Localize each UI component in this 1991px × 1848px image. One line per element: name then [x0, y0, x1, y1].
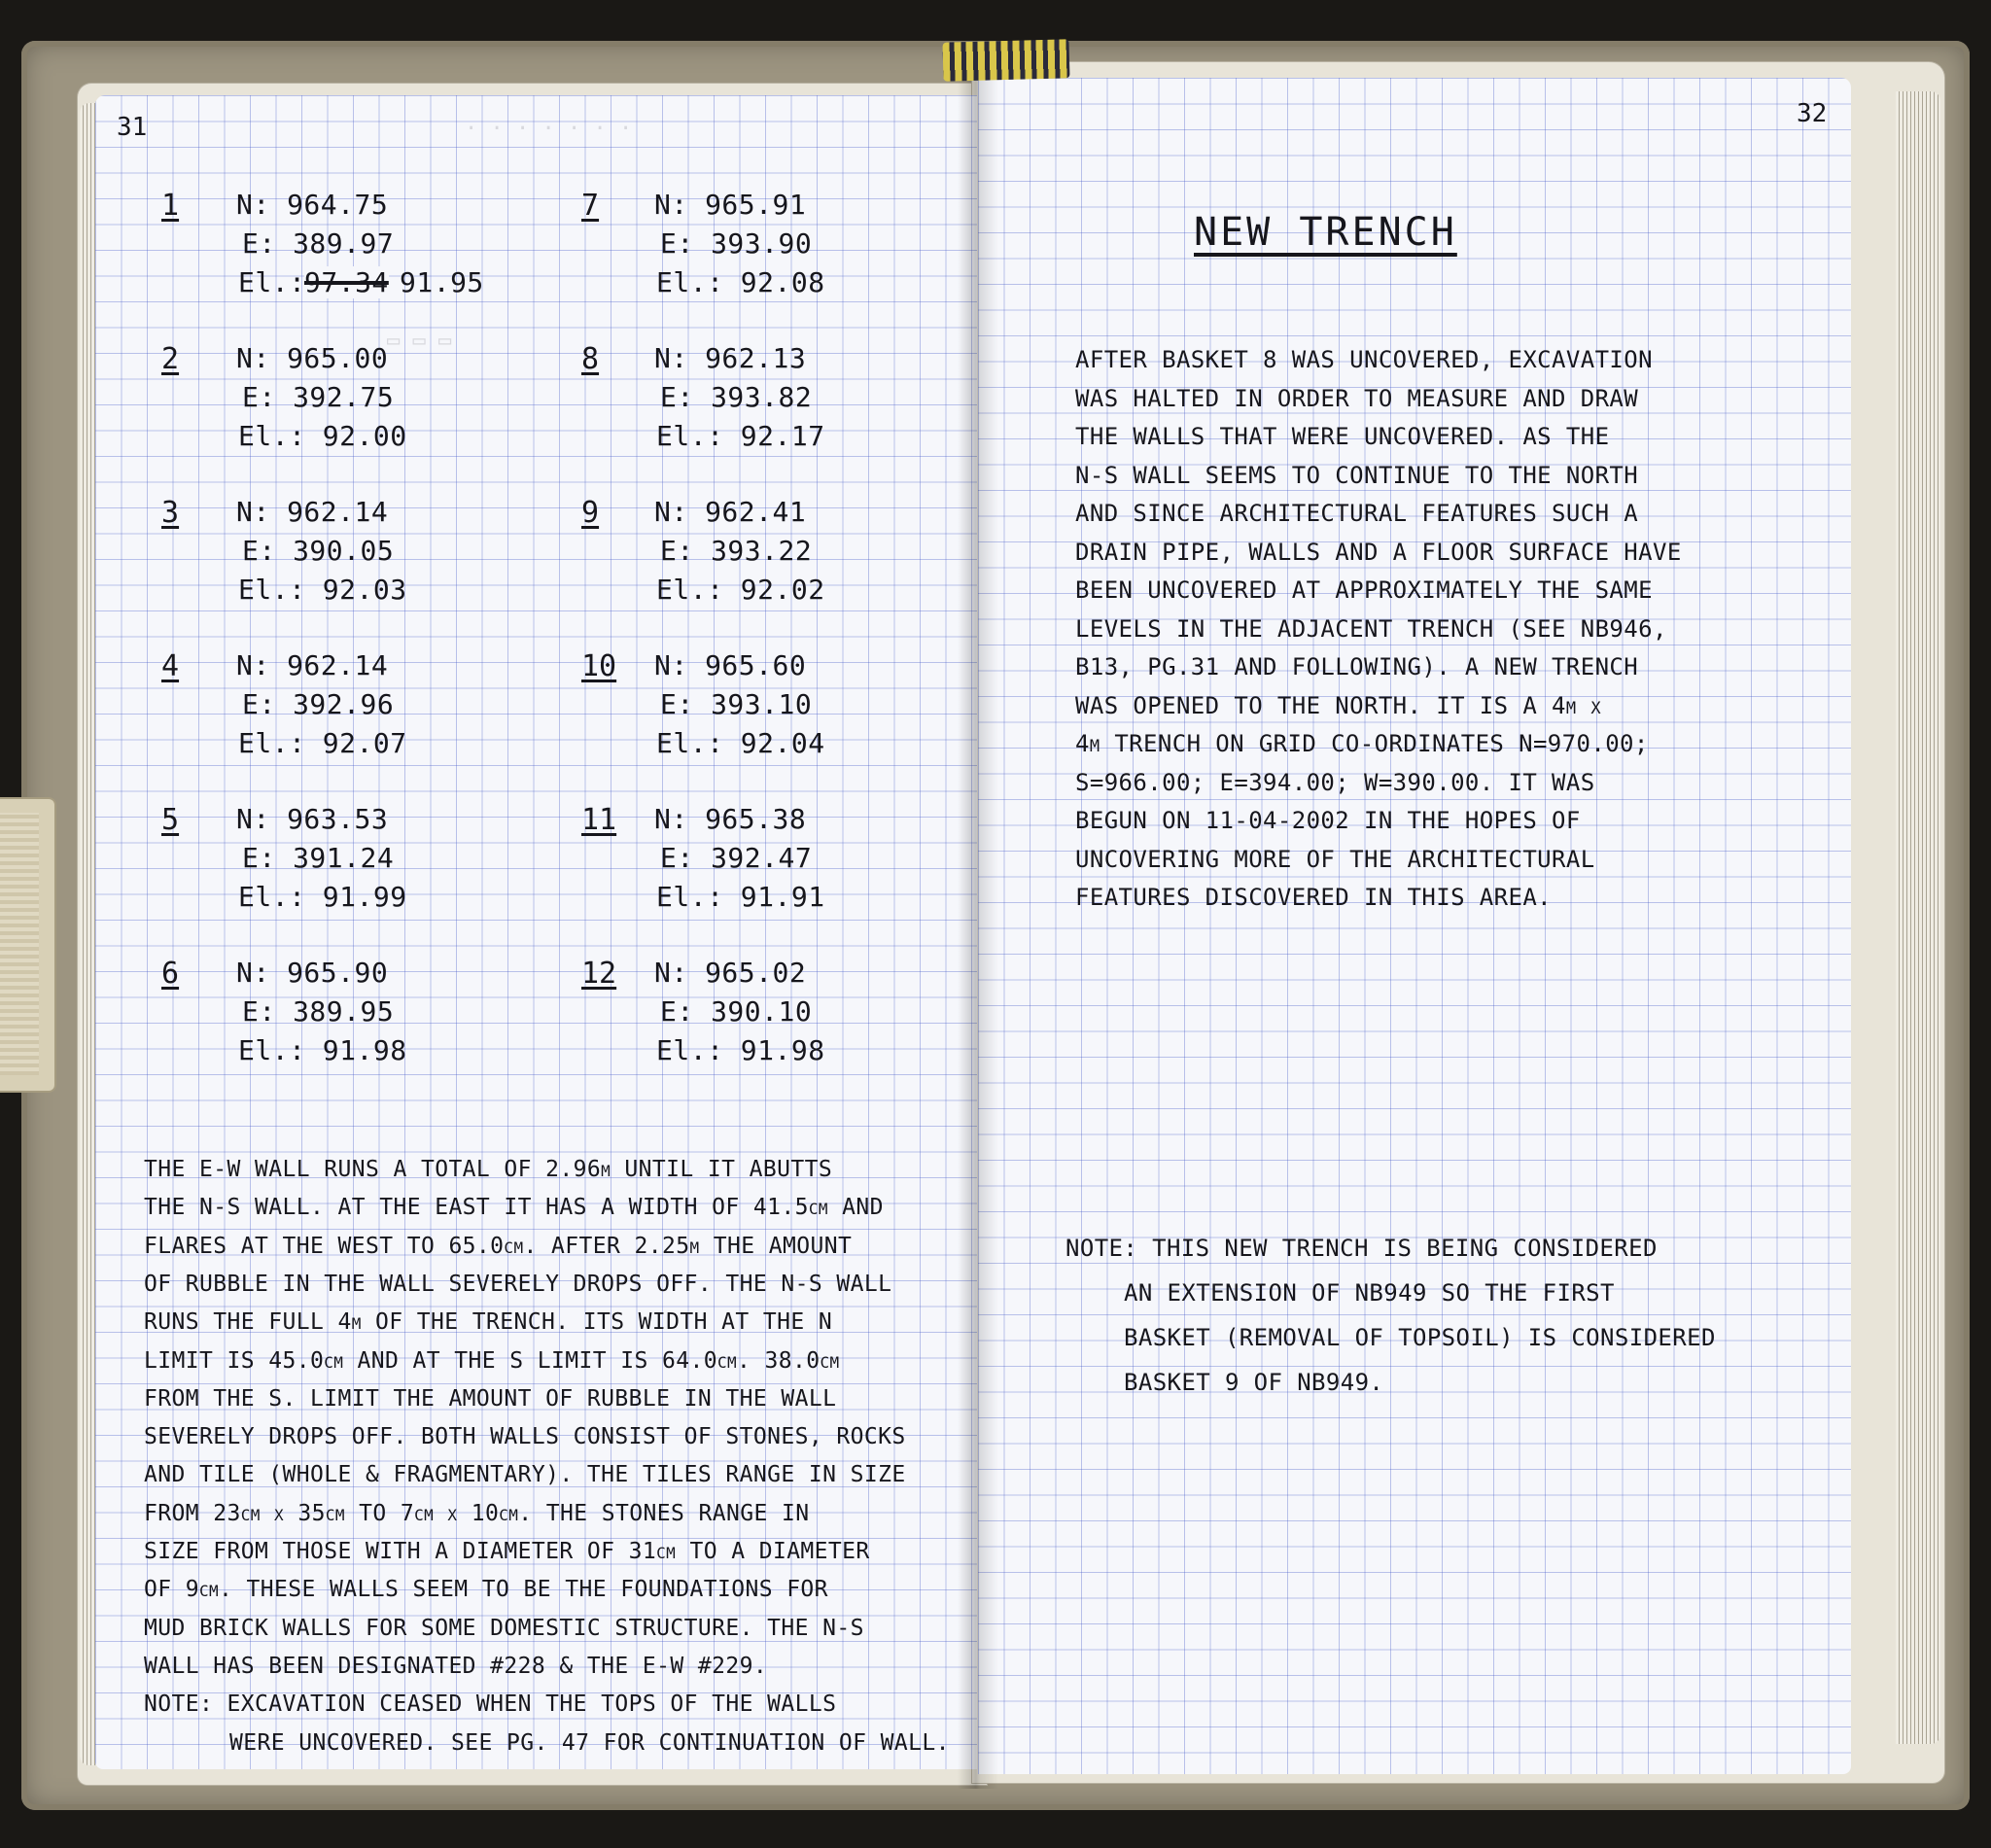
body-line: AFTER BASKET 8 WAS UNCOVERED, EXCAVATION [1075, 346, 1653, 373]
entry-number: 6 [161, 957, 180, 991]
easting-value: E: 393.22 [660, 535, 813, 567]
body-line: THE N-S WALL. AT THE EAST IT HAS A WIDTH OF 41.5cm AND [144, 1195, 884, 1221]
northing-value: N: 964.75 [236, 189, 389, 221]
easting-value: E: 389.95 [242, 995, 395, 1028]
body-line: THE WALLS THAT WERE UNCOVERED. AS THE [1075, 423, 1610, 450]
body-line: AND SINCE ARCHITECTURAL FEATURES SUCH A [1075, 500, 1639, 527]
note-line: BASKET 9 OF NB949. [1124, 1369, 1384, 1396]
elevation-value: El.: 91.99 [238, 881, 407, 913]
body-line: FROM THE S. LIMIT THE AMOUNT OF RUBBLE IN THE WALL [144, 1385, 837, 1412]
body-line: LEVELS IN THE ADJACENT TRENCH (SEE NB946, [1075, 614, 1667, 643]
easting-value: E: 392.96 [242, 688, 395, 720]
bookmark-ribbon [942, 39, 1069, 81]
easting-value: E: 392.47 [660, 842, 813, 874]
body-line: RUNS THE FULL 4m OF THE TRENCH. ITS WIDTH AT THE N [144, 1309, 833, 1336]
easting-value: E: 393.82 [660, 381, 813, 413]
page-number-left: 31 [117, 113, 148, 142]
left-page: · · · · · · · ▭ ▭ ▭ 31 1 N: 964.75 E: 389.97 97.34 El.: 91.95 2 N: 965.00 E: 392.75 El.: 92.00 3 N: 962.14 E: 390.05 El.: 92.03 4 N: 962.14 E: 392.96 El.: 92.07 5 N: 963.53 E: 391.24 El.: 91.99 6 N: 965.90 E: 389.95 El.: 91.98 7 N: 965.91 E: 393.90 El.: 92.08 8 N: 962.13 E: 393.82 El.: 92.17 9 N: 962.41 E: 393.22 El.: 92.02 10 N: 965.60 E: 393.10 El.: 92.04 11 N: 965.38 E: 392.47 El.: 91.91 12 N: 965.02 E: 390.10 El.: 91.98 THE E-W WALL RUNS A TOTAL OF 2.96m UNTIL IT ABUTTS THE N-S WALL. AT THE EAST IT HAS A WIDTH OF 41.5cm AND FLARES AT THE WEST TO 65.0cm. AFTER 2.25m THE AMOUNT OF RUBBLE IN THE WALL SEVERELY DROPS OFF. THE N-S WALL RUNS THE FULL 4m OF THE TRENCH. ITS WIDTH AT THE N LIMIT IS 45.0cm AND AT THE S LIMIT IS 64.0cm. 38.0cm FROM THE S. LIMIT THE AMOUNT OF RUBBLE IN THE WALL SEVERELY DROPS OFF. BOTH WALLS CONSIST OF STONES, ROCKS AND TILE (WHOLE & FRAGMENTARY). THE TILES RANGE IN SIZE FROM 23cm x 35cm TO 7cm x 10cm. THE STONES RANGE IN SIZE FROM THOSE WITH A DIAMETER OF 31cm TO A DIAMETER OF 9cm. THESE WALLS SEEM TO BE THE FOUNDATIONS FOR MUD BRICK WALLS FOR SOME DOMESTIC STRUCTURE. THE N-S WALL HAS BEEN DESIGNATED #228 & THE E-W #229. NOTE: EXCAVATION CEASED WHEN THE TOPS OF THE WALLS WERE UNCOVERED. SEE PG. 47 FOR CONTINUATION OF WALL. [95, 95, 977, 1769]
elevation-value: El.: 92.17 [656, 420, 825, 452]
northing-value: N: 965.00 [236, 342, 389, 374]
page-number-right: 32 [1797, 99, 1828, 128]
note-line: AN EXTENSION OF NB949 SO THE FIRST [1124, 1279, 1615, 1307]
body-line: FEATURES DISCOVERED IN THIS AREA. [1075, 884, 1553, 911]
entry-number: 9 [581, 496, 600, 530]
entry-number: 4 [161, 649, 180, 683]
body-line: B13, PG.31 AND FOLLOWING). A NEW TRENCH [1075, 653, 1639, 680]
note-line: NOTE: THIS NEW TRENCH IS BEING CONSIDERED [1065, 1235, 1658, 1262]
northing-value: N: 965.38 [654, 803, 807, 835]
elevation-value: El.: 92.00 [238, 420, 407, 452]
elevation-value: El.: 92.07 [238, 727, 407, 759]
body-line: LIMIT IS 45.0cm AND AT THE S LIMIT IS 64.0cm. 38.0cm [144, 1347, 840, 1374]
easting-value: E: 390.10 [660, 995, 813, 1028]
entry-number: 8 [581, 342, 600, 376]
body-line: MUD BRICK WALLS FOR SOME DOMESTIC STRUCTURE. THE N-S [144, 1615, 864, 1641]
easting-value: E: 390.05 [242, 535, 395, 567]
body-line: FROM 23cm x 35cm TO 7cm x 10cm. THE STONES RANGE IN [144, 1500, 810, 1526]
note-line: BASKET (REMOVAL OF TOPSOIL) IS CONSIDERED [1124, 1324, 1716, 1351]
entry-number: 1 [161, 189, 180, 223]
easting-value: E: 393.10 [660, 688, 813, 720]
elevation-value: El.: 91.98 [238, 1034, 407, 1066]
entry-number: 11 [581, 803, 617, 837]
northing-value: N: 965.02 [654, 957, 807, 989]
body-line: WAS OPENED TO THE NORTH. IT IS A 4m x [1075, 691, 1601, 719]
elevation-value: El.: 91.91 [656, 881, 825, 913]
body-line: N-S WALL SEEMS TO CONTINUE TO THE NORTH [1075, 461, 1639, 489]
elevation-value: El.: 91.98 [656, 1034, 825, 1066]
elevation-label: El.: [238, 266, 306, 298]
entry-number: 7 [581, 189, 600, 223]
entry-number: 5 [161, 803, 180, 837]
northing-value: N: 962.14 [236, 649, 389, 681]
northing-value: N: 965.90 [236, 957, 389, 989]
elevation-value: El.: 92.03 [238, 574, 407, 606]
body-line: THE E-W WALL RUNS A TOTAL OF 2.96m UNTIL IT ABUTTS [144, 1157, 833, 1182]
entry-number: 2 [161, 342, 180, 376]
easting-value: E: 392.75 [242, 381, 395, 413]
elevation-value: El.: 92.04 [656, 727, 825, 759]
northing-value: N: 965.91 [654, 189, 807, 221]
body-line: OF RUBBLE IN THE WALL SEVERELY DROPS OFF. THE N-S WALL [144, 1271, 892, 1297]
northing-value: N: 965.60 [654, 649, 807, 681]
right-page [978, 78, 1851, 1774]
page-title: NEW TRENCH [1194, 210, 1457, 255]
body-line: DRAIN PIPE, WALLS AND A FLOOR SURFACE HAVE [1075, 538, 1682, 566]
northing-value: N: 962.41 [654, 496, 807, 528]
body-line: WALL HAS BEEN DESIGNATED #228 & THE E-W #229. [144, 1653, 768, 1679]
elastic-strap [0, 797, 56, 1093]
easting-value: E: 393.90 [660, 227, 813, 260]
body-line: NOTE: EXCAVATION CEASED WHEN THE TOPS OF THE WALLS [144, 1691, 837, 1718]
entry-number: 3 [161, 496, 180, 530]
body-line: WAS HALTED IN ORDER TO MEASURE AND DRAW [1075, 384, 1639, 412]
body-line: UNCOVERING MORE OF THE ARCHITECTURAL [1075, 845, 1595, 873]
easting-value: E: 389.97 [242, 227, 395, 260]
entry-number: 10 [581, 649, 617, 683]
body-line: AND TILE (WHOLE & FRAGMENTARY). THE TILES RANGE IN SIZE [144, 1462, 906, 1488]
elevation-value: El.: 92.08 [656, 266, 825, 298]
gutter-shadow [958, 68, 998, 1789]
body-line: 4m TRENCH ON GRID CO-ORDINATES N=970.00; [1075, 730, 1649, 757]
entry-number: 12 [581, 957, 617, 991]
body-line: FLARES AT THE WEST TO 65.0cm. AFTER 2.25m THE AMOUNT [144, 1233, 853, 1259]
body-line: S=966.00; E=394.00; W=390.00. IT WAS [1075, 768, 1595, 796]
elevation-value: El.: 92.02 [656, 574, 825, 606]
body-line: SEVERELY DROPS OFF. BOTH WALLS CONSIST OF STONES, ROCKS [144, 1424, 906, 1450]
body-line: OF 9cm. THESE WALLS SEEM TO BE THE FOUNDATIONS FOR [144, 1577, 828, 1603]
body-line: BEEN UNCOVERED AT APPROXIMATELY THE SAME [1075, 576, 1653, 604]
northing-value: N: 962.13 [654, 342, 807, 374]
elevation-corrected: 91.95 [400, 266, 484, 298]
northing-value: N: 963.53 [236, 803, 389, 835]
body-line: SIZE FROM THOSE WITH A DIAMETER OF 31cm TO A DIAMETER [144, 1539, 870, 1564]
body-line: WERE UNCOVERED. SEE PG. 47 FOR CONTINUATION OF WALL. [229, 1729, 950, 1756]
northing-value: N: 962.14 [236, 496, 389, 528]
body-line: BEGUN ON 11-04-2002 IN THE HOPES OF [1075, 807, 1581, 834]
struck-elevation: 97.34 [304, 266, 389, 298]
easting-value: E: 391.24 [242, 842, 395, 874]
